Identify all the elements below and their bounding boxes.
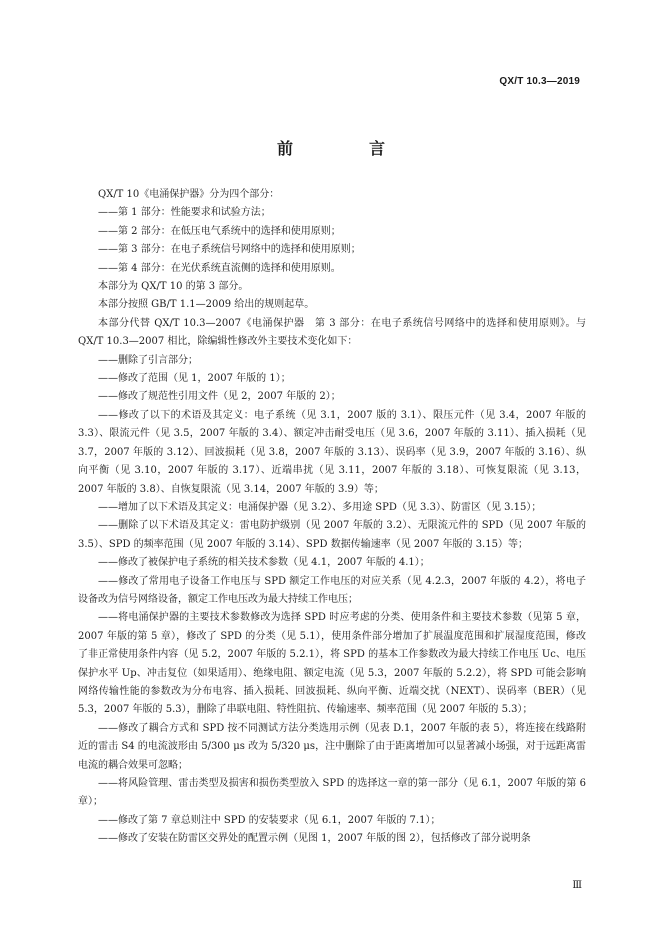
change-item: ——增加了以下术语及其定义：电涌保护器（见 3.2）、多用途 SPD（见 3.3）、防雷区（见 3.15）； [98, 501, 542, 513]
change-item: ——将电涌保护器的主要技术参数修改为选择 SPD 时应考虑的分类、使用条件和主要技术参数（见第 5 章，2007 年版的第 5 章），修改了 SPD 的分类（见 5.1），使用条件部分增加了扩展温度范围和扩展湿度范围，修改了非正常使用条件内容（见 5.2，2007 年版的 5.2.1），将 SPD 的基本工作参数改为最大持续工作电压 Uc、电压保护水平 Up、冲击复位（如果适用）、绝缘电阻、额定电流（见 5.3，2007 年版的 5.2.2），将 SPD 可能会影响网络传输性能的参数改为分布电容、插入损耗、回波损耗、纵向平衡、近端交扰（NEXT）、误码率（BER）（见 5.3，2007 年版的 5.3），删除了串联电阻、特性阻抗、传输速率、频率范围（见 2007 年版的 5.3）； [78, 612, 586, 716]
change-item: ——修改了范围（见 1，2007 年版的 1）； [98, 373, 291, 385]
change-item: ——修改了安装在防雷区交界处的配置示例（见图 1，2007 年版的图 2），包括修改了部分说明条 [98, 833, 531, 845]
part-item: ——第 4 部分：在光伏系统直流侧的选择和使用原则。 [98, 262, 341, 274]
change-item: ——修改了第 7 章总则注中 SPD 的安装要求（见 6.1，2007 年版的 7.1）； [98, 814, 441, 826]
intro-paragraph: QX/T 10《电涌保护器》分为四个部分： [98, 189, 280, 200]
page-title: 前 言 [276, 139, 415, 158]
change-item: ——将风险管理、雷击类型及损害和损伤类型放入 SPD 的选择这一章的第一部分（见 6.1，2007 年版的第 6 章）； [78, 778, 586, 808]
part-item: ——第 1 部分：性能要求和试验方法； [98, 207, 271, 219]
replacement-paragraph: 本部分代替 QX/T 10.3—2007《电涌保护器 第 3 部分：在电子系统信号网络中的选择和使用原则》。与 QX/T 10.3—2007 相比，除编辑性修改外主要技术变化如下： [78, 317, 586, 348]
change-item: ——修改了以下的术语及其定义：电子系统（见 3.1，2007 版的 3.1）、限压元件（见 3.4，2007 年版的 3.3）、限流元件（见 3.5，2007 年版的 3.4）、额定冲击耐受电压（见 3.6，2007 年版的 3.11）、插入损耗（见 3.7，2007 年版的 3.12）、回波损耗（见 3.8，2007 年版的 3.13）、误码率（见 3.9，2007 年版的 3.16）、纵向平衡（见 3.10，2007 年版的 3.17）、近端串扰（见 3.11，2007 年版的 3.18）、可恢复限流（见 3.13，2007 年版的 3.8）、自恢复限流（见 3.14，2007 年版的 3.9）等； [78, 409, 586, 495]
drafting-paragraph: 本部分按照 GB/T 1.1—2009 给出的规则起草。 [98, 299, 315, 311]
change-item: ——删除了以下术语及其定义：雷电防护级别（见 2007 年版的 3.2）、无限流元件的 SPD（见 2007 年版的 3.5）、SPD 的频率范围（见 2007 年版的 3.14）、SPD 数据传输速率（见 2007 年版的 3.15）等； [78, 520, 586, 550]
change-item: ——修改了耦合方式和 SPD 按不同测试方法分类选用示例（见表 D.1，2007 年版的表 5），将连接在线路附近的雷击 S4 的电流波形由 5/300 μs 改为 5/320 μs，注中删除了由于距离增加可以显著减小场强，对于远距离雷电流的耦合效果可忽略； [78, 722, 586, 771]
standard-code: QX/T 10.3—2019 [499, 76, 580, 87]
scope-paragraph: 本部分为 QX/T 10 的第 3 部分。 [98, 281, 249, 293]
change-item: ——修改了常用电子设备工作电压与 SPD 额定工作电压的对应关系（见 4.2.3，2007 年版的 4.2），将电子设备改为信号网络设备，额定工作电压改为最大持续工作电压； [78, 575, 586, 605]
change-item: ——删除了引言部分； [98, 354, 198, 366]
change-item: ——修改了规范性引用文件（见 2，2007 年版的 2）； [98, 391, 341, 403]
change-item: ——修改了被保护电子系统的相关技术参数（见 4.1，2007 年版的 4.1）； [98, 557, 430, 569]
part-item: ——第 2 部分：在低压电气系统中的选择和使用原则； [98, 225, 341, 237]
document-body [78, 186, 586, 849]
page-number: Ⅲ [572, 880, 582, 891]
part-item: ——第 3 部分：在电子系统信号网络中的选择和使用原则； [98, 244, 361, 256]
